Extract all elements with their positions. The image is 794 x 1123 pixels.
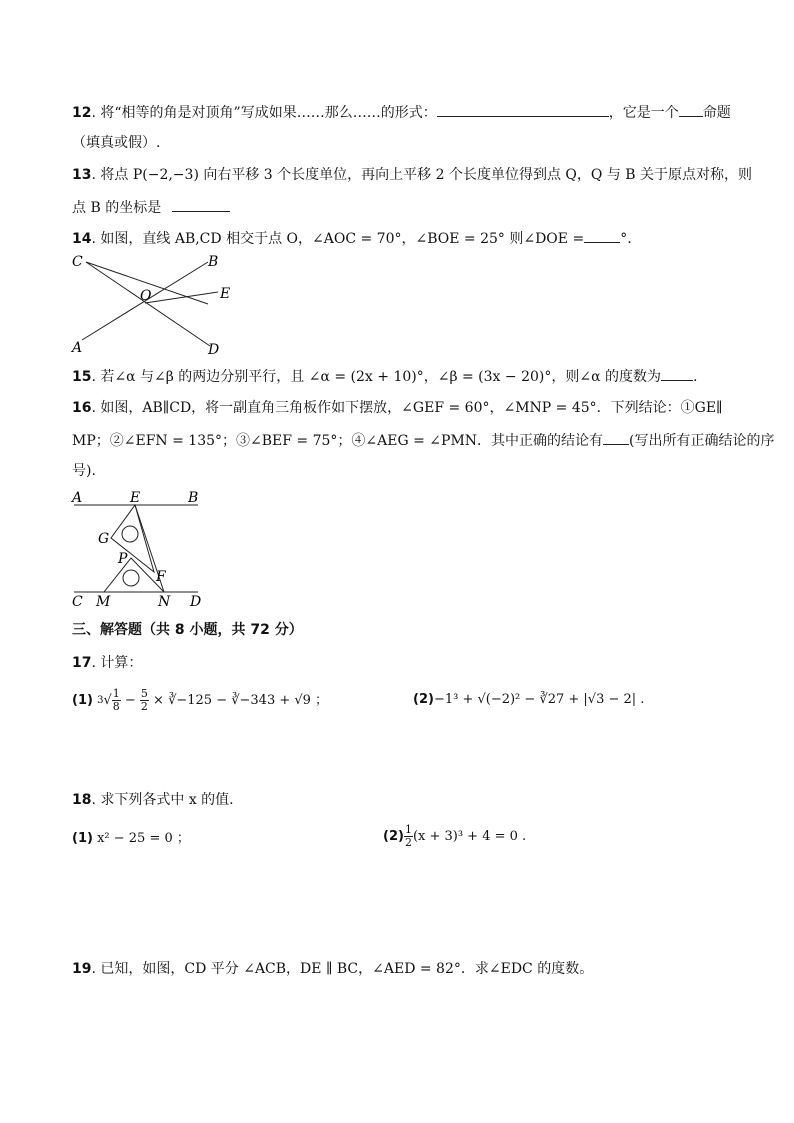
label-n: N xyxy=(158,594,171,610)
expression: −1³ + √(−2)² − ∛27 + |√3 − 2| . xyxy=(433,692,645,707)
answer-blank[interactable] xyxy=(437,102,609,117)
label-p: P xyxy=(118,551,128,567)
line-cd xyxy=(86,262,210,346)
question-16 xyxy=(72,398,723,418)
question-13 xyxy=(72,165,752,185)
question-text: . 已知，如图，CD 平分 ∠ACB，DE ∥ BC，∠AED = 82°．求∠EDC 的度数。 xyxy=(91,961,594,977)
part-label: (1) xyxy=(72,693,93,708)
label-d: D xyxy=(208,342,220,358)
part-label: (1) xyxy=(72,831,93,846)
part-label: (2) xyxy=(383,829,404,844)
question-text: ，它是一个 xyxy=(608,105,679,121)
label-c: C xyxy=(72,594,83,610)
triangle-mnp xyxy=(104,558,164,592)
question-text: . xyxy=(693,369,698,385)
question-number: 13 xyxy=(72,167,92,183)
question-14 xyxy=(72,228,632,249)
question-text: . 求下列各式中 x 的值. xyxy=(91,792,234,808)
question-number: 18 xyxy=(72,792,92,808)
question-17-part1: (1) $^3$√ $\frac{1}{8}$ − $\frac{5}{2}$ × ∛−125 − ∛−343 + √9 ； xyxy=(72,687,329,713)
question-16-line3 xyxy=(72,461,96,481)
figure-q14 xyxy=(68,252,248,360)
question-18-part1 xyxy=(72,829,190,849)
question-18 xyxy=(72,790,234,810)
question-text: (写出所有正确结论的序 xyxy=(629,433,775,449)
answer-blank[interactable] xyxy=(679,102,703,117)
fraction: $\frac{1}{2}$ xyxy=(404,823,412,849)
question-17-part2 xyxy=(413,690,644,710)
question-15 xyxy=(72,366,697,387)
question-text: . 计算： xyxy=(91,655,143,671)
question-number: 17 xyxy=(72,655,92,671)
question-text: 命题 xyxy=(702,105,731,121)
label-a: A xyxy=(72,490,83,506)
label-o: O xyxy=(140,288,152,304)
expression: (x + 3)³ + 4 = 0 . xyxy=(412,829,527,844)
label-c: C xyxy=(72,254,83,270)
question-number: 16 xyxy=(72,400,92,416)
question-number: 15 xyxy=(72,369,92,385)
answer-blank[interactable] xyxy=(584,228,620,243)
question-number: 19 xyxy=(72,961,92,977)
label-g: G xyxy=(98,531,110,547)
question-18-part2 xyxy=(383,822,526,852)
label-d: D xyxy=(190,594,202,610)
figure-q16 xyxy=(68,488,218,610)
question-13-line2 xyxy=(72,197,230,218)
question-text: MP；②∠EFN = 135°；③∠BEF = 75°；④∠AEG = ∠PMN．其中正确的结论有 xyxy=(72,433,604,449)
fraction: $\frac{1}{8}$ xyxy=(112,687,120,713)
question-text: °. xyxy=(620,231,632,247)
triangle-hole xyxy=(123,570,139,586)
label-m: M xyxy=(96,594,111,610)
label-e: E xyxy=(220,286,231,302)
answer-blank[interactable] xyxy=(172,197,230,212)
question-text: . 若∠α 与∠β 的两边分别平行，且 ∠α = (2x + 10)°，∠β = (3x − 20)°，则∠α 的度数为 xyxy=(91,369,661,385)
question-text: （填真或假）. xyxy=(72,135,161,151)
answer-blank[interactable] xyxy=(661,366,693,381)
question-text: 号). xyxy=(72,463,96,479)
label-b: B xyxy=(188,490,199,506)
expression: × ∛−125 − ∛−343 + √9 ； xyxy=(148,693,329,708)
question-text: . 如图，直线 AB,CD 相交于点 O，∠AOC = 70°，∠BOE = 25° 则∠DOE = xyxy=(91,231,585,247)
question-19 xyxy=(72,959,593,979)
section-heading: 三、解答题（共 8 小题，共 72 分） xyxy=(72,622,303,638)
question-text: 点 B 的坐标是 xyxy=(72,200,162,216)
question-number: 14 xyxy=(72,231,92,247)
question-12 xyxy=(72,102,731,123)
question-number: 12 xyxy=(72,105,92,121)
part-label: (2) xyxy=(413,692,434,707)
label-b: B xyxy=(208,254,219,270)
answer-blank[interactable] xyxy=(603,430,629,445)
label-e: E xyxy=(130,490,141,506)
question-17 xyxy=(72,653,142,673)
expression: − xyxy=(124,693,140,708)
question-text: . 将点 P(−2,−3) 向右平移 3 个长度单位，再向上平移 2 个长度单位得到点 Q，Q 与 B 关于原点对称，则 xyxy=(91,167,753,183)
question-16-line2 xyxy=(72,430,775,451)
question-text: . 如图，AB∥CD，将一副直角三角板作如下摆放，∠GEF = 60°，∠MNP = 45°．下列结论：①GE∥ xyxy=(91,400,723,416)
label-f: F xyxy=(156,569,166,585)
fraction: $\frac{5}{2}$ xyxy=(140,687,148,713)
label-a: A xyxy=(72,340,83,356)
question-text: . 将“相等的角是对顶角”写成如果……那么……的形式： xyxy=(91,105,437,121)
triangle-hole xyxy=(122,526,138,542)
expression: x² − 25 = 0 ； xyxy=(97,831,190,846)
question-12-line2 xyxy=(72,133,160,153)
